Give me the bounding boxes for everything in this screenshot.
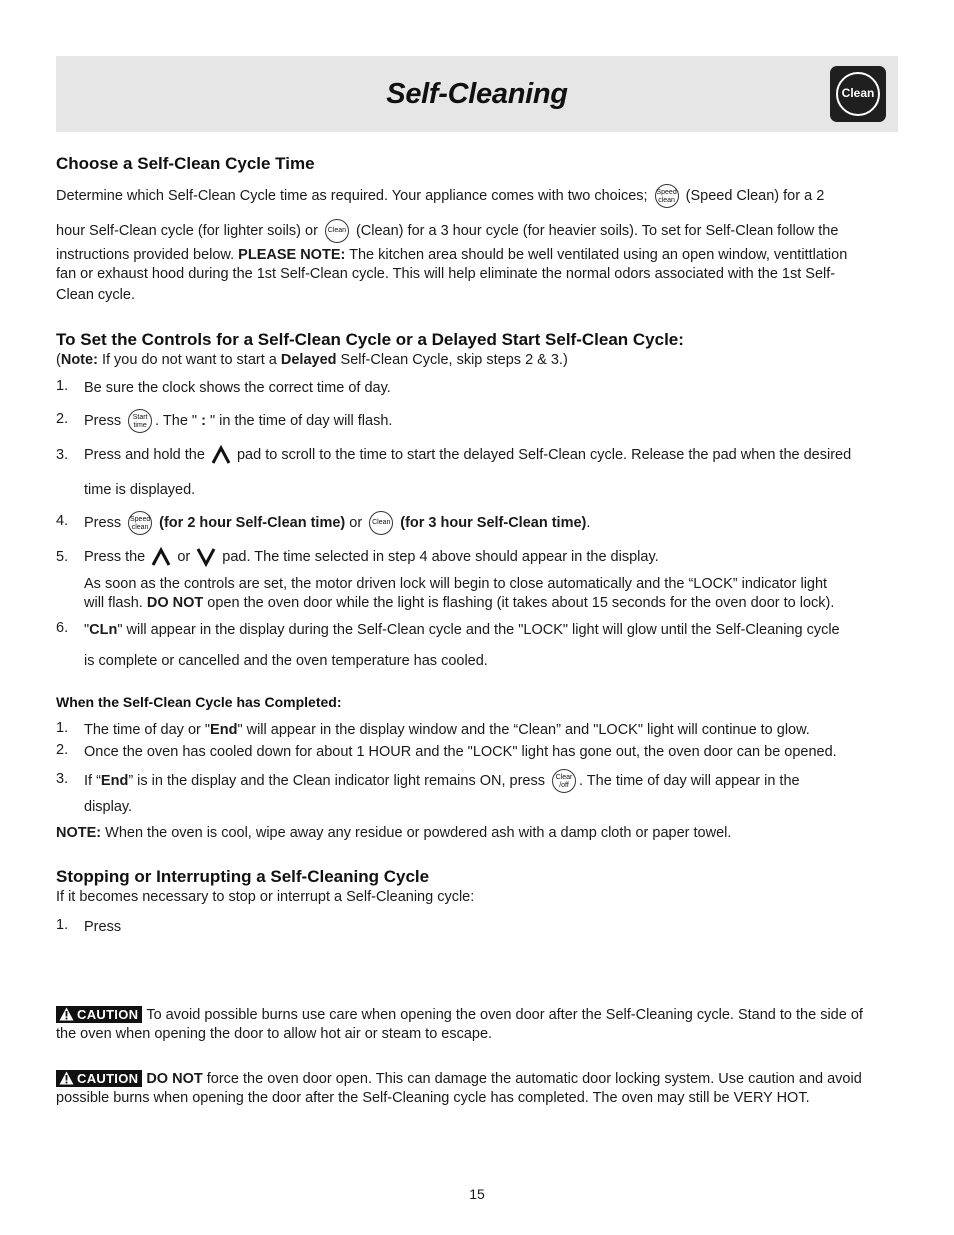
start-time-pad-icon: Start time <box>128 409 152 433</box>
do-not-label: DO NOT <box>146 595 204 611</box>
up-arrow-icon <box>151 547 171 567</box>
step-text-continued <box>84 593 899 613</box>
step-number: 3. <box>56 771 69 787</box>
note-label: NOTE: <box>56 825 102 841</box>
caution-badge: CAUTION <box>56 1006 142 1023</box>
text: Determine which Self-Clean Cycle time as required. Your appliance comes with two choices; <box>56 187 648 204</box>
paragraph-line <box>56 184 898 208</box>
clear-off-pad-icon: Clear /off <box>552 769 576 793</box>
page-number: 15 <box>469 1186 485 1202</box>
text: ” is in the display and the Clean indicator light remains ON, press <box>128 772 545 789</box>
title-banner <box>56 56 898 132</box>
step-text: Press <box>84 919 122 935</box>
text: The time of day or " <box>84 722 211 738</box>
up-arrow-icon <box>211 445 231 465</box>
text: (Speed Clean) for a 2 <box>685 187 825 204</box>
step-number: 4. <box>56 513 69 529</box>
note-line <box>56 351 898 371</box>
step-number: 3. <box>56 447 69 463</box>
text: ( <box>56 352 61 368</box>
text: The kitchen area should be well ventilated using an open window, ventittlation <box>349 247 848 263</box>
caution-badge: CAUTION <box>56 1070 142 1087</box>
text: " will appear in the display during the Self-Clean cycle and the "LOCK" light will glow until the Self-Cleaning cycle <box>117 622 840 638</box>
step-number: 1. <box>56 720 69 736</box>
caution-line: possible burns when opening the door after the Self-Cleaning cycle has completed. The oven may still be VERY HOT. <box>56 1090 810 1106</box>
step-text <box>84 547 899 567</box>
step-text-continued: display. <box>84 799 133 815</box>
intro-line: If it becomes necessary to stop or interrupt a Self-Cleaning cycle: <box>56 889 475 905</box>
note-label: Note: <box>60 352 98 368</box>
text: hour Self-Clean cycle (for lighter soils) or <box>56 222 318 239</box>
text: " in the time of day will flash. <box>209 412 393 429</box>
text: Press the <box>84 549 146 565</box>
section-heading-completed: When the Self-Clean Cycle has Completed: <box>56 694 342 710</box>
step-number: 2. <box>56 411 69 427</box>
note-line <box>56 824 898 844</box>
text: . <box>586 514 591 531</box>
step-text: Once the oven has cooled down for about 1 HOUR and the "LOCK" light has gone out, the oven door can be opened. <box>84 744 837 760</box>
end-code: End <box>100 772 129 789</box>
text: When the oven is cool, wipe away any residue or powdered ash with a damp cloth or paper towel. <box>105 825 732 841</box>
step-number: 1. <box>56 378 69 394</box>
paragraph-line <box>56 219 898 243</box>
clean-pad-icon-label: Clean <box>841 86 875 100</box>
warning-triangle-icon <box>59 1071 74 1085</box>
text: instructions provided below. <box>56 247 235 263</box>
step-text <box>84 511 899 535</box>
step-text <box>84 720 899 740</box>
text: Press <box>84 412 122 429</box>
text: open the oven door while the light is flashing (it takes about 15 seconds for the oven door to lock). <box>207 595 835 611</box>
text: force the oven door open. This can damage the automatic door locking system. Use caution and avoid <box>206 1071 862 1087</box>
end-code: End <box>210 722 238 738</box>
text: If you do not want to start a <box>101 352 277 368</box>
text: pad to scroll to the time to start the delayed Self-Clean cycle. Release the pad when the desired <box>236 447 852 463</box>
text: " <box>84 622 90 638</box>
step-text <box>84 769 899 793</box>
step-text <box>84 620 899 640</box>
step-text: Be sure the clock shows the correct time of day. <box>84 380 391 396</box>
caution-block <box>56 1070 898 1090</box>
warning-triangle-icon <box>59 1007 74 1021</box>
text: If “ <box>84 772 101 789</box>
down-arrow-icon <box>196 547 216 567</box>
text: Press and hold the <box>84 447 205 463</box>
section-heading-choose-cycle: Choose a Self-Clean Cycle Time <box>56 154 315 173</box>
clean-pad-icon <box>830 66 886 122</box>
step-text-continued: time is displayed. <box>84 482 196 498</box>
text: Press <box>84 514 122 531</box>
text: . The time of day will appear in the <box>579 772 800 789</box>
cln-code: CLn <box>89 622 118 638</box>
text: Self-Clean Cycle, skip steps 2 & 3.) <box>340 352 568 368</box>
step-number: 1. <box>56 917 69 933</box>
text: To avoid possible burns use care when opening the oven door after the Self-Cleaning cycle. Stand to the side of <box>146 1007 863 1023</box>
text: will flash. <box>84 595 143 611</box>
step-number: 5. <box>56 549 69 565</box>
text: or <box>349 514 363 531</box>
step-number: 6. <box>56 620 69 636</box>
paragraph-line <box>56 246 898 266</box>
page-title: Self-Cleaning <box>386 78 568 110</box>
speed-clean-pad-icon: Speed clean <box>655 184 679 208</box>
caution-line: the oven when opening the door to allow hot air or steam to escape. <box>56 1026 493 1042</box>
caution-block <box>56 1006 898 1026</box>
clean-pad-icon: Clean <box>325 219 349 243</box>
step-text-continued: is complete or cancelled and the oven temperature has cooled. <box>84 653 488 669</box>
text: " will appear in the display window and the “Clean” and "LOCK" light will continue to glow. <box>237 722 810 738</box>
step-text <box>84 445 899 465</box>
text: (Clean) for a 3 hour cycle (for heavier soils). To set for Self-Clean follow the <box>355 222 839 239</box>
section-heading-stopping: Stopping or Interrupting a Self-Cleaning Cycle <box>56 867 430 886</box>
do-not-label: DO NOT <box>146 1071 203 1087</box>
step-text-continued: As soon as the controls are set, the motor driven lock will begin to close automatically and the “LOCK” indicator light <box>84 576 828 592</box>
clean-pad-icon: Clean <box>369 511 393 535</box>
step-number: 2. <box>56 742 69 758</box>
section-heading-set-controls: To Set the Controls for a Self-Clean Cycle or a Delayed Start Self-Clean Cycle: <box>56 330 684 349</box>
speed-clean-pad-icon: Speed clean <box>128 511 152 535</box>
two-hour-label: (for 2 hour Self-Clean time) <box>159 514 346 531</box>
three-hour-label: (for 3 hour Self-Clean time) <box>400 514 587 531</box>
delayed-label: Delayed <box>280 352 337 368</box>
please-note-label: PLEASE NOTE: <box>238 247 346 263</box>
text: . The " <box>155 412 198 429</box>
paragraph-line: Clean cycle. <box>56 287 135 303</box>
colon-symbol: : <box>197 412 210 429</box>
paragraph-line: fan or exhaust hood during the 1st Self-Clean cycle. This will help eliminate the normal odors associated with the 1st Self- <box>56 266 836 282</box>
step-text <box>84 409 899 433</box>
text: or <box>177 549 191 565</box>
text: pad. The time selected in step 4 above should appear in the display. <box>222 549 659 565</box>
